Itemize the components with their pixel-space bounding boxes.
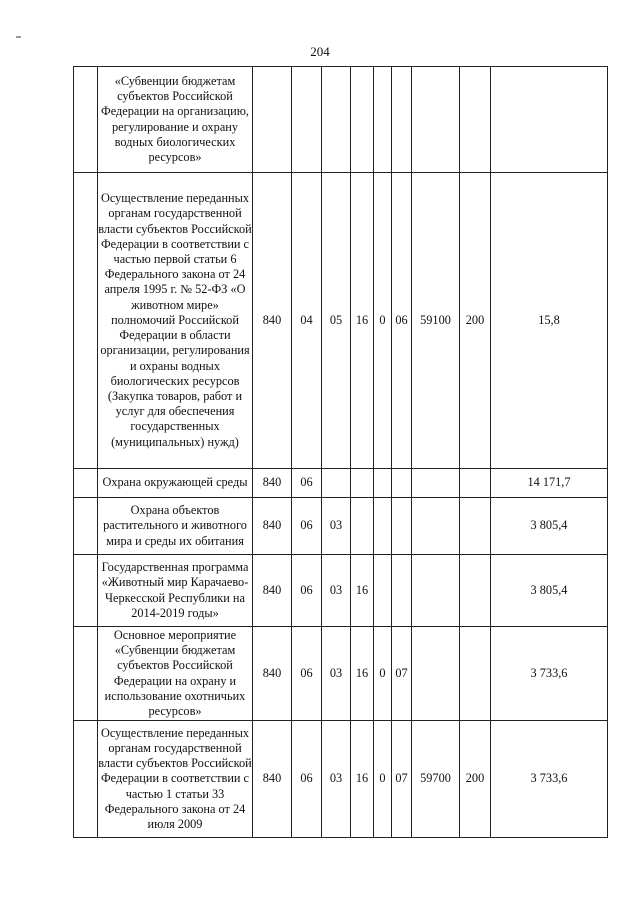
row-amount-cell: 15,8 (491, 173, 608, 469)
row-code4-cell (351, 498, 374, 555)
row-code6-cell: 07 (392, 721, 412, 838)
row-amount-cell: 14 171,7 (491, 469, 608, 498)
row-name-cell: Охрана объектов растительного и животного мира и среды их обитания (98, 498, 253, 555)
row-code1-cell: 840 (253, 627, 292, 721)
row-code5-cell (374, 498, 392, 555)
row-amount-cell: 3 805,4 (491, 498, 608, 555)
row-index-cell (74, 67, 98, 173)
row-code2-cell: 04 (292, 173, 322, 469)
row-amount-cell: 3 733,6 (491, 627, 608, 721)
row-code1-cell: 840 (253, 555, 292, 627)
row-code4-cell (351, 469, 374, 498)
row-code7-cell (412, 67, 460, 173)
row-code3-cell: 03 (322, 555, 351, 627)
row-code3-cell: 03 (322, 498, 351, 555)
row-code5-cell: 0 (374, 721, 392, 838)
row-code6-cell: 07 (392, 627, 412, 721)
row-code8-cell (460, 67, 491, 173)
row-index-cell (74, 173, 98, 469)
row-name-cell: Государственная программа «Животный мир Карачаево-Черкесской Республики на 2014-2019 годы» (98, 555, 253, 627)
row-code4-cell: 16 (351, 555, 374, 627)
row-code3-cell (322, 469, 351, 498)
table-row (74, 721, 608, 838)
row-code7-cell: 59100 (412, 173, 460, 469)
row-code2-cell: 06 (292, 498, 322, 555)
row-code1-cell (253, 67, 292, 173)
budget-table (73, 66, 608, 838)
row-code2-cell: 06 (292, 555, 322, 627)
row-code2-cell: 06 (292, 721, 322, 838)
row-code4-cell (351, 67, 374, 173)
row-name-cell: «Субвенции бюджетам субъектов Российской Федерации на организацию, регулирование и охрану водных биологических ресурсов» (98, 67, 253, 173)
table-row (74, 173, 608, 469)
row-code3-cell: 05 (322, 173, 351, 469)
row-code6-cell (392, 469, 412, 498)
row-code8-cell (460, 555, 491, 627)
table-row (74, 469, 608, 498)
row-code5-cell (374, 555, 392, 627)
row-code6-cell: 06 (392, 173, 412, 469)
table-row (74, 498, 608, 555)
row-code6-cell (392, 498, 412, 555)
table-row (74, 555, 608, 627)
page-number: 204 (310, 44, 330, 59)
row-amount-cell (491, 67, 608, 173)
row-amount-cell: 3 805,4 (491, 555, 608, 627)
row-index-cell (74, 498, 98, 555)
row-code1-cell: 840 (253, 498, 292, 555)
row-name-cell: Осуществление переданных органам государственной власти субъектов Российской Федерации в соответствии с частью первой статьи 6 Федерального закона от 24 апреля 1995 г. № 52-ФЗ «О животном мире» полномочий Российской Федерации в области организации, регулирования и охраны водных биологических ресурсов (Закупка товаров, работ и услуг для обеспечения государственных (муниципальных) нужд) (98, 173, 253, 469)
row-code3-cell: 03 (322, 627, 351, 721)
row-code7-cell (412, 469, 460, 498)
row-code2-cell: 06 (292, 469, 322, 498)
row-code7-cell (412, 555, 460, 627)
row-index-cell (74, 627, 98, 721)
table-body (74, 67, 608, 838)
row-code8-cell: 200 (460, 721, 491, 838)
row-name-cell: Осуществление переданных органам государственной власти субъектов Российской Федерации в соответствии с частью 1 статьи 33 Федерального закона от 24 июля 2009 (98, 721, 253, 838)
row-code2-cell (292, 67, 322, 173)
row-code1-cell: 840 (253, 721, 292, 838)
row-code6-cell (392, 555, 412, 627)
row-code2-cell: 06 (292, 627, 322, 721)
row-code6-cell (392, 67, 412, 173)
row-code8-cell: 200 (460, 173, 491, 469)
row-code3-cell (322, 67, 351, 173)
row-code4-cell: 16 (351, 721, 374, 838)
row-code5-cell (374, 469, 392, 498)
row-code8-cell (460, 498, 491, 555)
row-code8-cell (460, 627, 491, 721)
table-row (74, 627, 608, 721)
row-code8-cell (460, 469, 491, 498)
table-row (74, 67, 608, 173)
row-code5-cell: 0 (374, 173, 392, 469)
row-name-cell: Основное мероприятие «Субвенции бюджетам субъектов Российской Федерации на охрану и использование охотничьих ресурсов» (98, 627, 253, 721)
row-code7-cell (412, 498, 460, 555)
row-code5-cell (374, 67, 392, 173)
row-index-cell (74, 469, 98, 498)
row-name-cell: Охрана окружающей среды (98, 469, 253, 498)
row-code7-cell (412, 627, 460, 721)
row-code4-cell: 16 (351, 173, 374, 469)
row-amount-cell: 3 733,6 (491, 721, 608, 838)
row-code5-cell: 0 (374, 627, 392, 721)
row-index-cell (74, 721, 98, 838)
row-code3-cell: 03 (322, 721, 351, 838)
scan-mark (16, 36, 21, 38)
row-index-cell (74, 555, 98, 627)
row-code7-cell: 59700 (412, 721, 460, 838)
row-code4-cell: 16 (351, 627, 374, 721)
row-code1-cell: 840 (253, 469, 292, 498)
row-code1-cell: 840 (253, 173, 292, 469)
